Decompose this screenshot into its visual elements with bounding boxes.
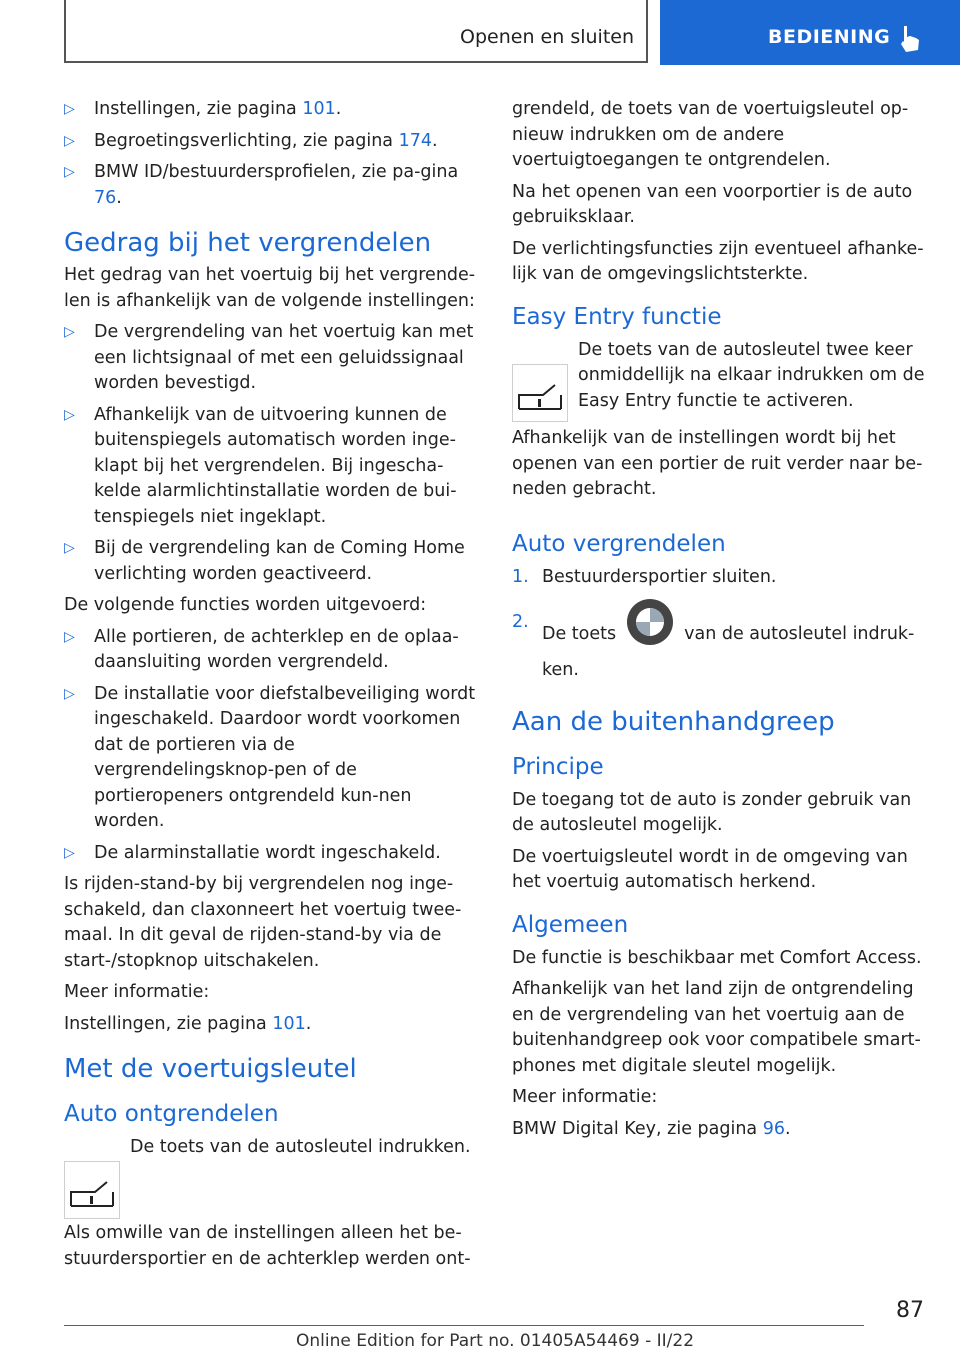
- triangle-right-icon: ▷: [64, 844, 75, 861]
- paragraph: Afhankelijk van het land zijn de ontgrendeling en de vergrendeling van het voertuig aan de buitenhandgreep ook voor compatibele smart-phones met digitale sleutel mogelijk.: [512, 979, 921, 1076]
- list-item: ▷ Afhankelijk van de uitvoering kunnen de buitenspiegels automatisch worden inge-klapt bij het vergrendelen. Bij ingescha-kelde alarmlichtinstallatie worden de bui-tenspiegels niet ingeklapt.: [64, 404, 457, 527]
- list-item: ▷ BMW ID/bestuurdersprofielen, zie pa-gina 76.: [64, 162, 459, 208]
- triangle-right-icon: ▷: [64, 540, 75, 556]
- list-item: ▷ Begroetingsverlichting, zie pagina 174.: [64, 129, 479, 155]
- header-section-box: [64, 0, 648, 63]
- triangle-right-icon: ▷: [64, 685, 75, 702]
- paragraph: grendeld, de toets van de voertuigsleutel op-nieuw indrukken om de andere voertuigtoegangen te ontgrendelen.: [512, 99, 909, 170]
- list-item: ▷ De installatie voor diefstalbeveiliging wordt ingeschakeld. Daardoor wordt voorkomen dat de portieren via de vergrendelingsknop-pen of de portieropeners ontgrendeld kun-nen worden.: [64, 683, 476, 831]
- page-link[interactable]: 96: [762, 1118, 785, 1139]
- triangle-right-icon: ▷: [64, 132, 75, 149]
- paragraph: De volgende functies worden uitgevoerd:: [64, 595, 427, 615]
- heading-auto-ontgrendelen: Auto ontgrendelen: [64, 1101, 279, 1127]
- right-column: [512, 97, 932, 1148]
- paragraph: Is rijden-stand-by bij vergrendelen nog inge-schakeld, dan claxonneert het voertuig twee-maal. In dit geval de rijden-stand-by via de start-/stopknop uitschakelen.: [64, 874, 462, 971]
- icon-instruction: De toets van de autosleutel twee keer onmiddellijk na elkaar indrukken om de Easy Entry functie te activeren.: [512, 338, 932, 415]
- paragraph: Instellingen, zie pagina 101.: [64, 1013, 312, 1034]
- footer-edition: Online Edition for Part no. 01405A54469 - II/22: [296, 1331, 695, 1351]
- numbered-step: 2. De toets van de autosleutel indruk-ken.: [512, 610, 932, 684]
- left-column: [64, 97, 479, 1278]
- page-number: 87: [896, 1298, 924, 1323]
- pointing-hand-icon: [896, 24, 922, 54]
- heading-sleutel: Met de voertuigsleutel: [64, 1054, 357, 1084]
- paragraph: BMW Digital Key, zie pagina 96.: [512, 1118, 791, 1139]
- list-item: ▷ De alarminstallatie wordt ingeschakeld.: [64, 841, 479, 867]
- page-link[interactable]: 76: [94, 187, 117, 208]
- header-section-title: Openen en sluiten: [460, 26, 634, 48]
- paragraph: Het gedrag van het voertuig bij het vergrende-len is afhankelijk van de volgende instellingen:: [64, 265, 476, 311]
- unlock-key-icon: [64, 1161, 120, 1219]
- paragraph: De verlichtingsfuncties zijn eventueel afhanke-lijk van de omgevingslichtsterkte.: [512, 238, 924, 284]
- heading-principe: Principe: [512, 753, 604, 780]
- heading-buitenhandgreep: Aan de buitenhandgreep: [512, 706, 835, 737]
- list-item: ▷ Alle portieren, de achterklep en de oplaa-daansluiting worden vergrendeld.: [64, 626, 459, 672]
- footer-divider: [64, 1325, 864, 1326]
- triangle-right-icon: ▷: [64, 164, 75, 180]
- header-chapter-tab: [660, 0, 960, 65]
- page-link[interactable]: 101: [272, 1013, 306, 1034]
- paragraph: Afhankelijk van de instellingen wordt bij het openen van een portier de ruit verder naar be-neden gebracht.: [512, 428, 923, 499]
- unlock-key-icon: [512, 364, 568, 422]
- list-item: ▷ Bij de vergrendeling kan de Coming Home verlichting worden geactiveerd.: [64, 538, 465, 584]
- paragraph: De functie is beschikbaar met Comfort Access.: [512, 947, 922, 968]
- paragraph: De toegang tot de auto is zonder gebruik van de autosleutel mogelijk.: [512, 789, 912, 835]
- page-link[interactable]: 174: [398, 130, 432, 151]
- icon-instruction: De toets van de autosleutel indrukken.: [64, 1135, 479, 1197]
- paragraph: De voertuigsleutel wordt in de omgeving van het voertuig automatisch herkend.: [512, 846, 908, 892]
- paragraph: Als omwille van de instellingen alleen het be-stuurdersportier en de achterklep werden ont-: [64, 1223, 471, 1269]
- paragraph: Na het openen van een voorportier is de auto gebruiksklaar.: [512, 181, 913, 227]
- triangle-right-icon: ▷: [64, 101, 75, 117]
- heading-gedrag: Gedrag bij het vergrendelen: [64, 228, 432, 258]
- paragraph: Meer informatie:: [64, 982, 210, 1002]
- list-item: ▷ Instellingen, zie pagina 101.: [64, 97, 479, 123]
- bmw-logo-icon: [626, 598, 674, 646]
- paragraph: Meer informatie:: [512, 1087, 658, 1107]
- triangle-right-icon: ▷: [64, 406, 75, 423]
- header-chapter-title: BEDIENING: [768, 26, 891, 48]
- page-link[interactable]: 101: [302, 99, 336, 119]
- heading-auto-vergrendelen: Auto vergrendelen: [512, 530, 726, 557]
- triangle-right-icon: ▷: [64, 324, 75, 340]
- heading-easy-entry: Easy Entry functie: [512, 303, 722, 330]
- heading-algemeen: Algemeen: [512, 911, 629, 938]
- numbered-step: 1. Bestuurdersportier sluiten.: [512, 566, 777, 587]
- list-item: ▷ De vergrendeling van het voertuig kan met een lichtsignaal of met een geluidssignaal worden bevestigd.: [64, 322, 474, 393]
- triangle-right-icon: ▷: [64, 628, 75, 645]
